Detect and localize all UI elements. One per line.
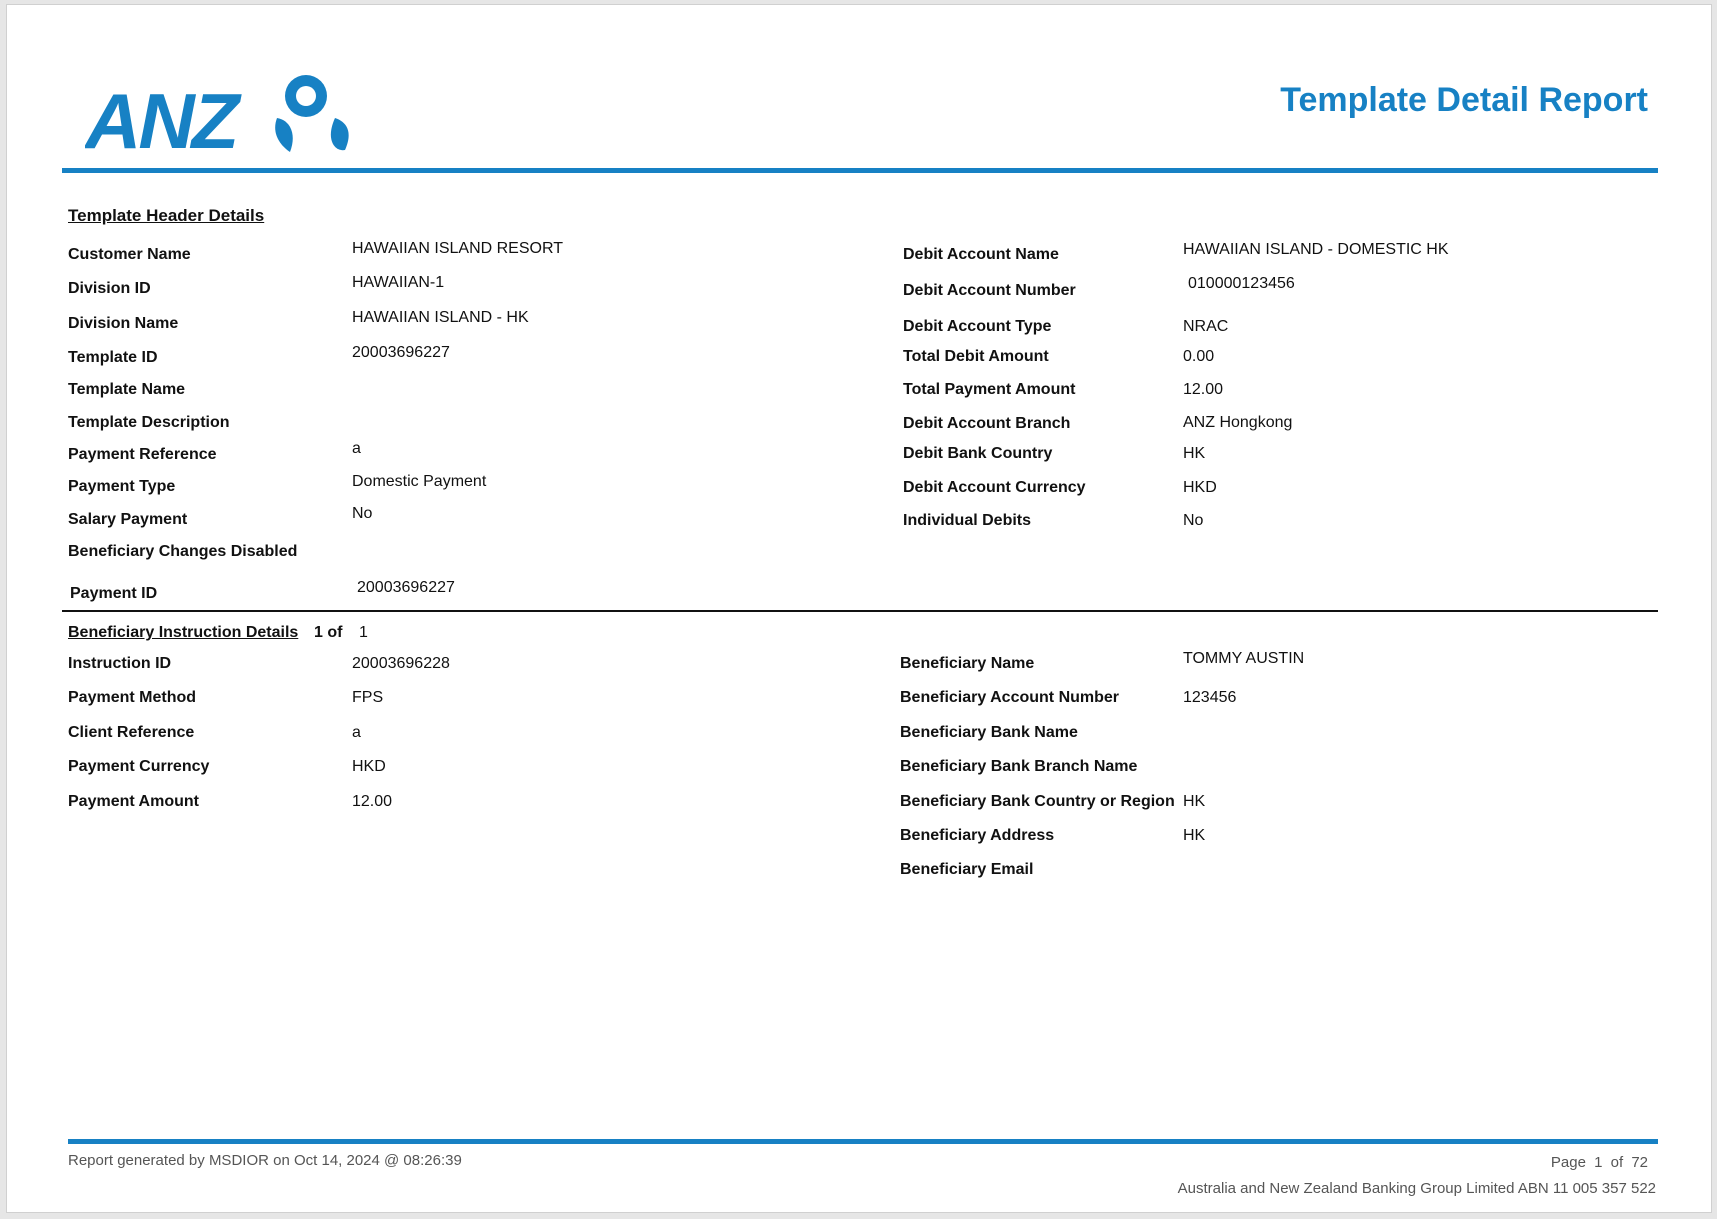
field-label: Client Reference (68, 724, 195, 741)
field-label: Salary Payment (68, 511, 188, 528)
field-value: TOMMY AUSTIN (1183, 650, 1305, 667)
anz-logo-wordmark: ANZ (85, 77, 237, 155)
field-value: a (352, 724, 361, 741)
field-value: HAWAIIAN ISLAND - HK (352, 309, 529, 326)
page-of: of (1610, 1154, 1624, 1171)
page-total: 72 (1631, 1154, 1648, 1171)
field-label: Template ID (68, 349, 158, 366)
field-label: Debit Account Branch (903, 415, 1071, 432)
field-label: Customer Name (68, 246, 191, 263)
instruction-counter-total: 1 (359, 624, 368, 641)
field-value: Domestic Payment (352, 473, 487, 490)
page-label: Page (1550, 1154, 1586, 1171)
field-value: 123456 (1183, 689, 1237, 706)
header-divider (62, 168, 1658, 173)
instruction-counter: 1 of (314, 624, 343, 641)
field-value: 20003696227 (357, 579, 455, 596)
field-value: HKD (1183, 479, 1217, 496)
report-title: Template Detail Report (1280, 81, 1648, 119)
field-label: Beneficiary Name (900, 655, 1035, 672)
field-label: Debit Account Name (903, 246, 1059, 263)
field-value: HKD (352, 758, 386, 775)
field-label: Total Payment Amount (903, 381, 1076, 398)
field-value: 20003696227 (352, 344, 450, 361)
section-divider (62, 610, 1658, 612)
generated-date: Oct 14, 2024 @ 08:26:39 (293, 1152, 462, 1169)
field-label: Payment Type (68, 478, 176, 495)
anz-people-icon (275, 75, 348, 152)
field-label: Template Name (68, 381, 186, 398)
field-label: Beneficiary Address (900, 827, 1055, 844)
field-value: ANZ Hongkong (1183, 414, 1293, 431)
field-label: Beneficiary Account Number (900, 689, 1120, 706)
field-value: a (352, 440, 361, 457)
generated-prefix: Report generated by (68, 1152, 205, 1169)
field-value: No (352, 505, 373, 522)
field-label: Instruction ID (68, 655, 172, 672)
field-label: Payment Currency (68, 758, 210, 775)
anz-logo (85, 60, 355, 155)
field-label: Individual Debits (903, 512, 1032, 529)
field-value: HAWAIIAN ISLAND - DOMESTIC HK (1183, 241, 1449, 258)
field-value: HAWAIIAN ISLAND RESORT (352, 240, 563, 257)
field-label: Division ID (68, 280, 151, 297)
field-label: Template Description (68, 414, 230, 431)
generated-on: on (273, 1152, 290, 1169)
field-value: HK (1183, 827, 1206, 844)
field-label: Debit Account Number (903, 282, 1076, 299)
template-header-section-title: Template Header Details (68, 206, 265, 225)
field-label: Payment Method (68, 689, 197, 706)
beneficiary-section-title: Beneficiary Instruction Details (68, 624, 299, 641)
field-value: No (1183, 512, 1204, 529)
generated-user: MSDIOR (208, 1152, 269, 1169)
field-value: NRAC (1183, 318, 1229, 335)
anz-logo-graphic (85, 60, 355, 155)
field-label: Payment ID (70, 585, 158, 602)
field-label: Division Name (68, 315, 179, 332)
field-label: Beneficiary Bank Branch Name (900, 758, 1138, 775)
field-value: 12.00 (1183, 381, 1224, 398)
page-current: 1 (1594, 1154, 1603, 1171)
field-label: Payment Reference (68, 446, 217, 463)
field-value: 12.00 (352, 793, 393, 810)
field-label: Beneficiary Changes Disabled (68, 543, 298, 560)
field-value: FPS (352, 689, 384, 706)
field-label: Beneficiary Bank Country or Region (900, 793, 1175, 810)
field-value: HK (1183, 445, 1206, 462)
field-value: 20003696228 (352, 655, 450, 672)
company-legal-line: Australia and New Zealand Banking Group Limited ABN 11 005 357 522 (1177, 1180, 1656, 1197)
field-label: Debit Account Currency (903, 479, 1086, 496)
footer-divider (68, 1139, 1658, 1144)
report-page (6, 4, 1712, 1213)
field-label: Debit Account Type (903, 318, 1052, 335)
field-label: Debit Bank Country (903, 445, 1053, 462)
field-value: HK (1183, 793, 1206, 810)
field-value: 010000123456 (1188, 275, 1295, 292)
field-value: 0.00 (1183, 348, 1215, 365)
field-label: Beneficiary Email (900, 861, 1034, 878)
field-label: Payment Amount (68, 793, 199, 810)
page-indicator (1551, 1154, 1648, 1171)
field-value: HAWAIIAN-1 (352, 274, 445, 291)
field-label: Beneficiary Bank Name (900, 724, 1078, 741)
report-generated-line (68, 1152, 462, 1169)
field-label: Total Debit Amount (903, 348, 1049, 365)
